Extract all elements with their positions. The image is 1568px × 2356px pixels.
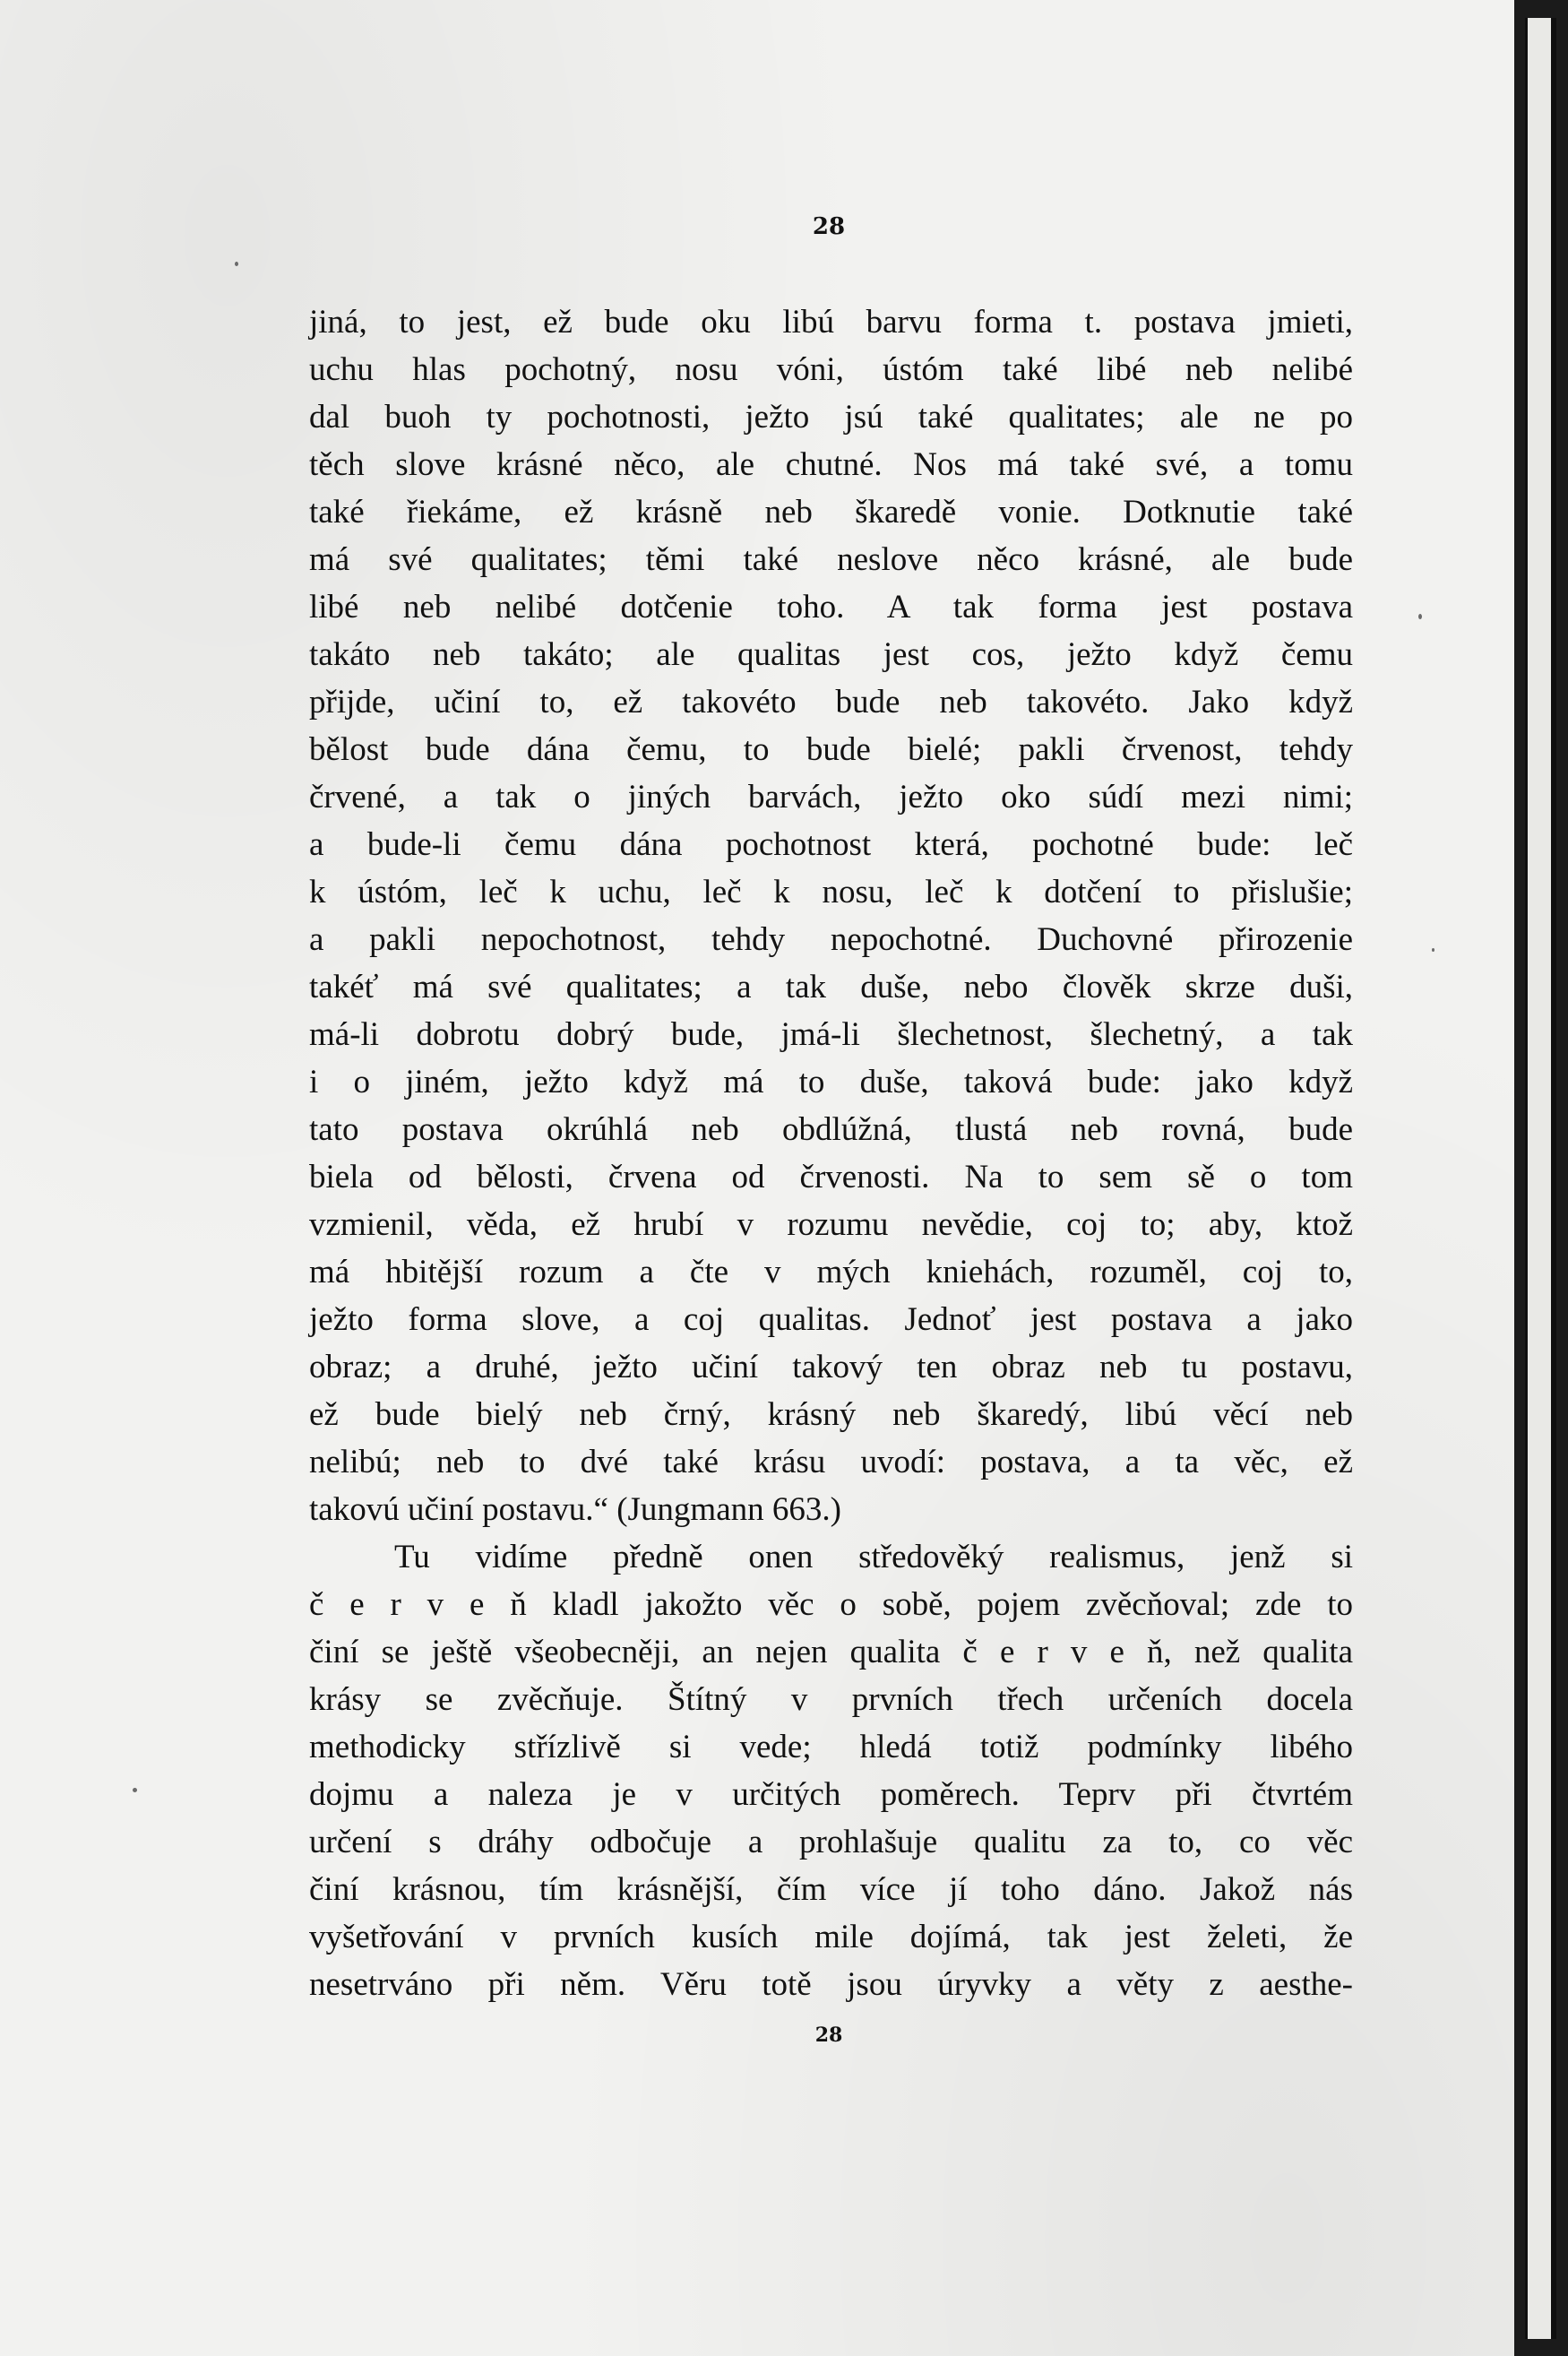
text-line: ež bude bielý neb črný, krásný neb škaredý, libú věcí neb (309, 1396, 1353, 1433)
text-line: určení s dráhy odbočuje a prohlašuje qualitu za to, co věc (309, 1824, 1353, 1860)
body-text (309, 298, 1353, 2008)
text-line: uchu hlas pochotný, nosu vóni, ústóm také libé neb nelibé (309, 351, 1353, 388)
text-line: tato postava okrúhlá neb obdlúžná, tlustá neb rovná, bude (309, 1111, 1353, 1148)
text-line: a pakli nepochotnost, tehdy nepochotné. Duchovné přirozenie (309, 921, 1353, 958)
text-line: má své qualitates; těmi také neslove něco krásné, ale bude (309, 541, 1353, 578)
page-number-bottom: 28 (814, 2024, 843, 2047)
text-line: biela od bělosti, črvena od črvenosti. Na to sem sě o tom (309, 1159, 1353, 1195)
text-line: i o jiném, ježto když má to duše, taková bude: jako když (309, 1064, 1353, 1100)
text-line: činí se ještě všeobecněji, an nejen qualita č e r v e ň, než qualita (309, 1634, 1353, 1670)
text-line: činí krásnou, tím krásnější, čím více jí toho dáno. Jakož nás (309, 1871, 1353, 1908)
text-line: vyšetřování v prvních kusích mile dojímá, tak jest želeti, že (309, 1919, 1353, 1955)
text-line: přijde, učiní to, ež takovéto bude neb takovéto. Jako když (309, 684, 1353, 721)
adjacent-page-strip (1525, 18, 1556, 2339)
paper-speck (133, 1788, 137, 1792)
book-edge (1514, 0, 1568, 2356)
text-line: dojmu a naleza je v určitých poměrech. Teprv při čtvrtém (309, 1776, 1353, 1813)
text-line: bělost bude dána čemu, to bude bielé; pakli črvenost, tehdy (309, 731, 1353, 768)
paragraph-start-line: Tu vidíme předně onen středověký realismus, jenž si (394, 1539, 1353, 1575)
text-line: takéť má své qualitates; a tak duše, nebo člověk skrze duši, (309, 969, 1353, 1005)
page-number-top: 28 (812, 213, 846, 240)
text-line: črvené, a tak o jiných barvách, ježto oko súdí mezi nimi; (309, 779, 1353, 816)
text-line: a bude-li čemu dána pochotnost která, pochotné bude: leč (309, 826, 1353, 863)
text-line: má-li dobrotu dobrý bude, jmá-li šlechetnost, šlechetný, a tak (309, 1016, 1353, 1053)
paper-speck (1418, 614, 1422, 619)
text-line: takáto neb takáto; ale qualitas jest cos, ježto když čemu (309, 636, 1353, 673)
text-line: jiná, to jest, ež bude oku libú barvu forma t. postava jmieti, (309, 304, 1353, 341)
text-line: také řiekáme, ež krásně neb škaredě vonie. Dotknutie také (309, 494, 1353, 531)
text-line: krásy se zvěcňuje. Štítný v prvních třech určeních docela (309, 1681, 1353, 1718)
text-line: obraz; a druhé, ježto učiní takový ten obraz neb tu postavu, (309, 1349, 1353, 1385)
text-line: ježto forma slove, a coj qualitas. Jednoť jest postava a jako (309, 1301, 1353, 1338)
text-line: libé neb nelibé dotčenie toho. A tak forma jest postava (309, 589, 1353, 626)
text-line: nelibú; neb to dvé také krásu uvodí: postava, a ta věc, ež (309, 1444, 1353, 1480)
text-line: nesetrváno při něm. Věru totě jsou úryvky a věty z aesthe- (309, 1966, 1353, 2003)
text-line: vzmienil, věda, ež hrubí v rozumu nevědie, coj to; aby, ktož (309, 1206, 1353, 1243)
text-line: těch slove krásné něco, ale chutné. Nos má také své, a tomu (309, 446, 1353, 483)
paper-speck (1432, 948, 1434, 952)
text-line: č e r v e ň kladl jakožto věc o sobě, pojem zvěcňoval; zde to (309, 1586, 1353, 1623)
text-line: k ústóm, leč k uchu, leč k nosu, leč k dotčení to přislušie; (309, 874, 1353, 910)
paper-speck (235, 262, 238, 266)
text-line: dal buoh ty pochotnosti, ježto jsú také qualitates; ale ne po (309, 399, 1353, 436)
text-line: má hbitější rozum a čte v mých kniehách, rozuměl, coj to, (309, 1254, 1353, 1290)
text-line: methodicky střízlivě si vede; hledá totiž podmínky libého (309, 1729, 1353, 1765)
text-line: takovú učiní postavu.“ (Jungmann 663.) (309, 1491, 841, 1528)
